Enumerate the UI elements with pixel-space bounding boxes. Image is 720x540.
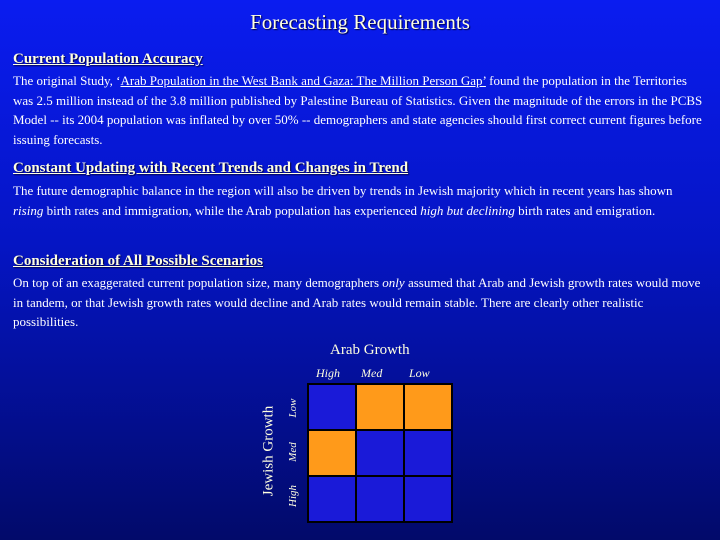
section-text-accuracy: The original Study, ‘Arab Population in the West Bank and Gaza: The Million Person Gap’ found the population in the Territories was 2.5 million instead of the 3.8 million published by Palestine Bureau of Statistics. Given the magnitude of the errors in the PCBS Model -- its 2004 population was inflated by over 50% -- demographers and state agencies should first correct current figures before issuing forecasts. (13, 73, 703, 147)
matrix-row-label-high: High (287, 485, 299, 507)
section-text-scenarios: On top of an exaggerated current population size, many demographers only assumed that Arab and Jewish growth rates would move in tandem, or that Jewish growth rates would decline and Arab rates would remain stable. There are clearly other realistic possibilities. (13, 275, 701, 329)
matrix-col-label-low: Low (409, 366, 430, 380)
matrix-cell-jewish-med-arab-high (309, 431, 355, 475)
matrix-row-label-med: Med (287, 442, 299, 462)
matrix-cell-jewish-high-arab-med (357, 477, 403, 521)
section-heading-scenarios: Consideration of All Possible Scenarios (13, 253, 264, 269)
matrix-row-label-low: Low (287, 398, 299, 418)
matrix-cell-jewish-med-arab-med (357, 431, 403, 475)
section-heading-updating: Constant Updating with Recent Trends and Changes in Trend (13, 160, 409, 176)
matrix-column-axis-label: Arab Growth (330, 342, 410, 358)
matrix-col-label-high: High (316, 366, 340, 380)
matrix-cell-jewish-low-arab-low (405, 385, 451, 429)
matrix-row-axis-label: Jewish Growth (260, 405, 277, 497)
section-text-updating: The future demographic balance in the region will also be driven by trends in Jewish majority which in recent years has shown rising birth rates and immigration, while the Arab population has experienced high but declining birth rates and emigration. (13, 183, 673, 218)
matrix-cell-jewish-low-arab-high (309, 385, 355, 429)
matrix-cell-jewish-high-arab-low (405, 477, 451, 521)
scenario-matrix (307, 383, 453, 523)
slide-title: Forecasting Requirements (250, 10, 470, 34)
matrix-col-label-med: Med (361, 366, 383, 380)
matrix-cell-jewish-med-arab-low (405, 431, 451, 475)
matrix-cell-jewish-high-arab-high (309, 477, 355, 521)
section-heading-accuracy: Current Population Accuracy (13, 51, 203, 67)
matrix-cell-jewish-low-arab-med (357, 385, 403, 429)
